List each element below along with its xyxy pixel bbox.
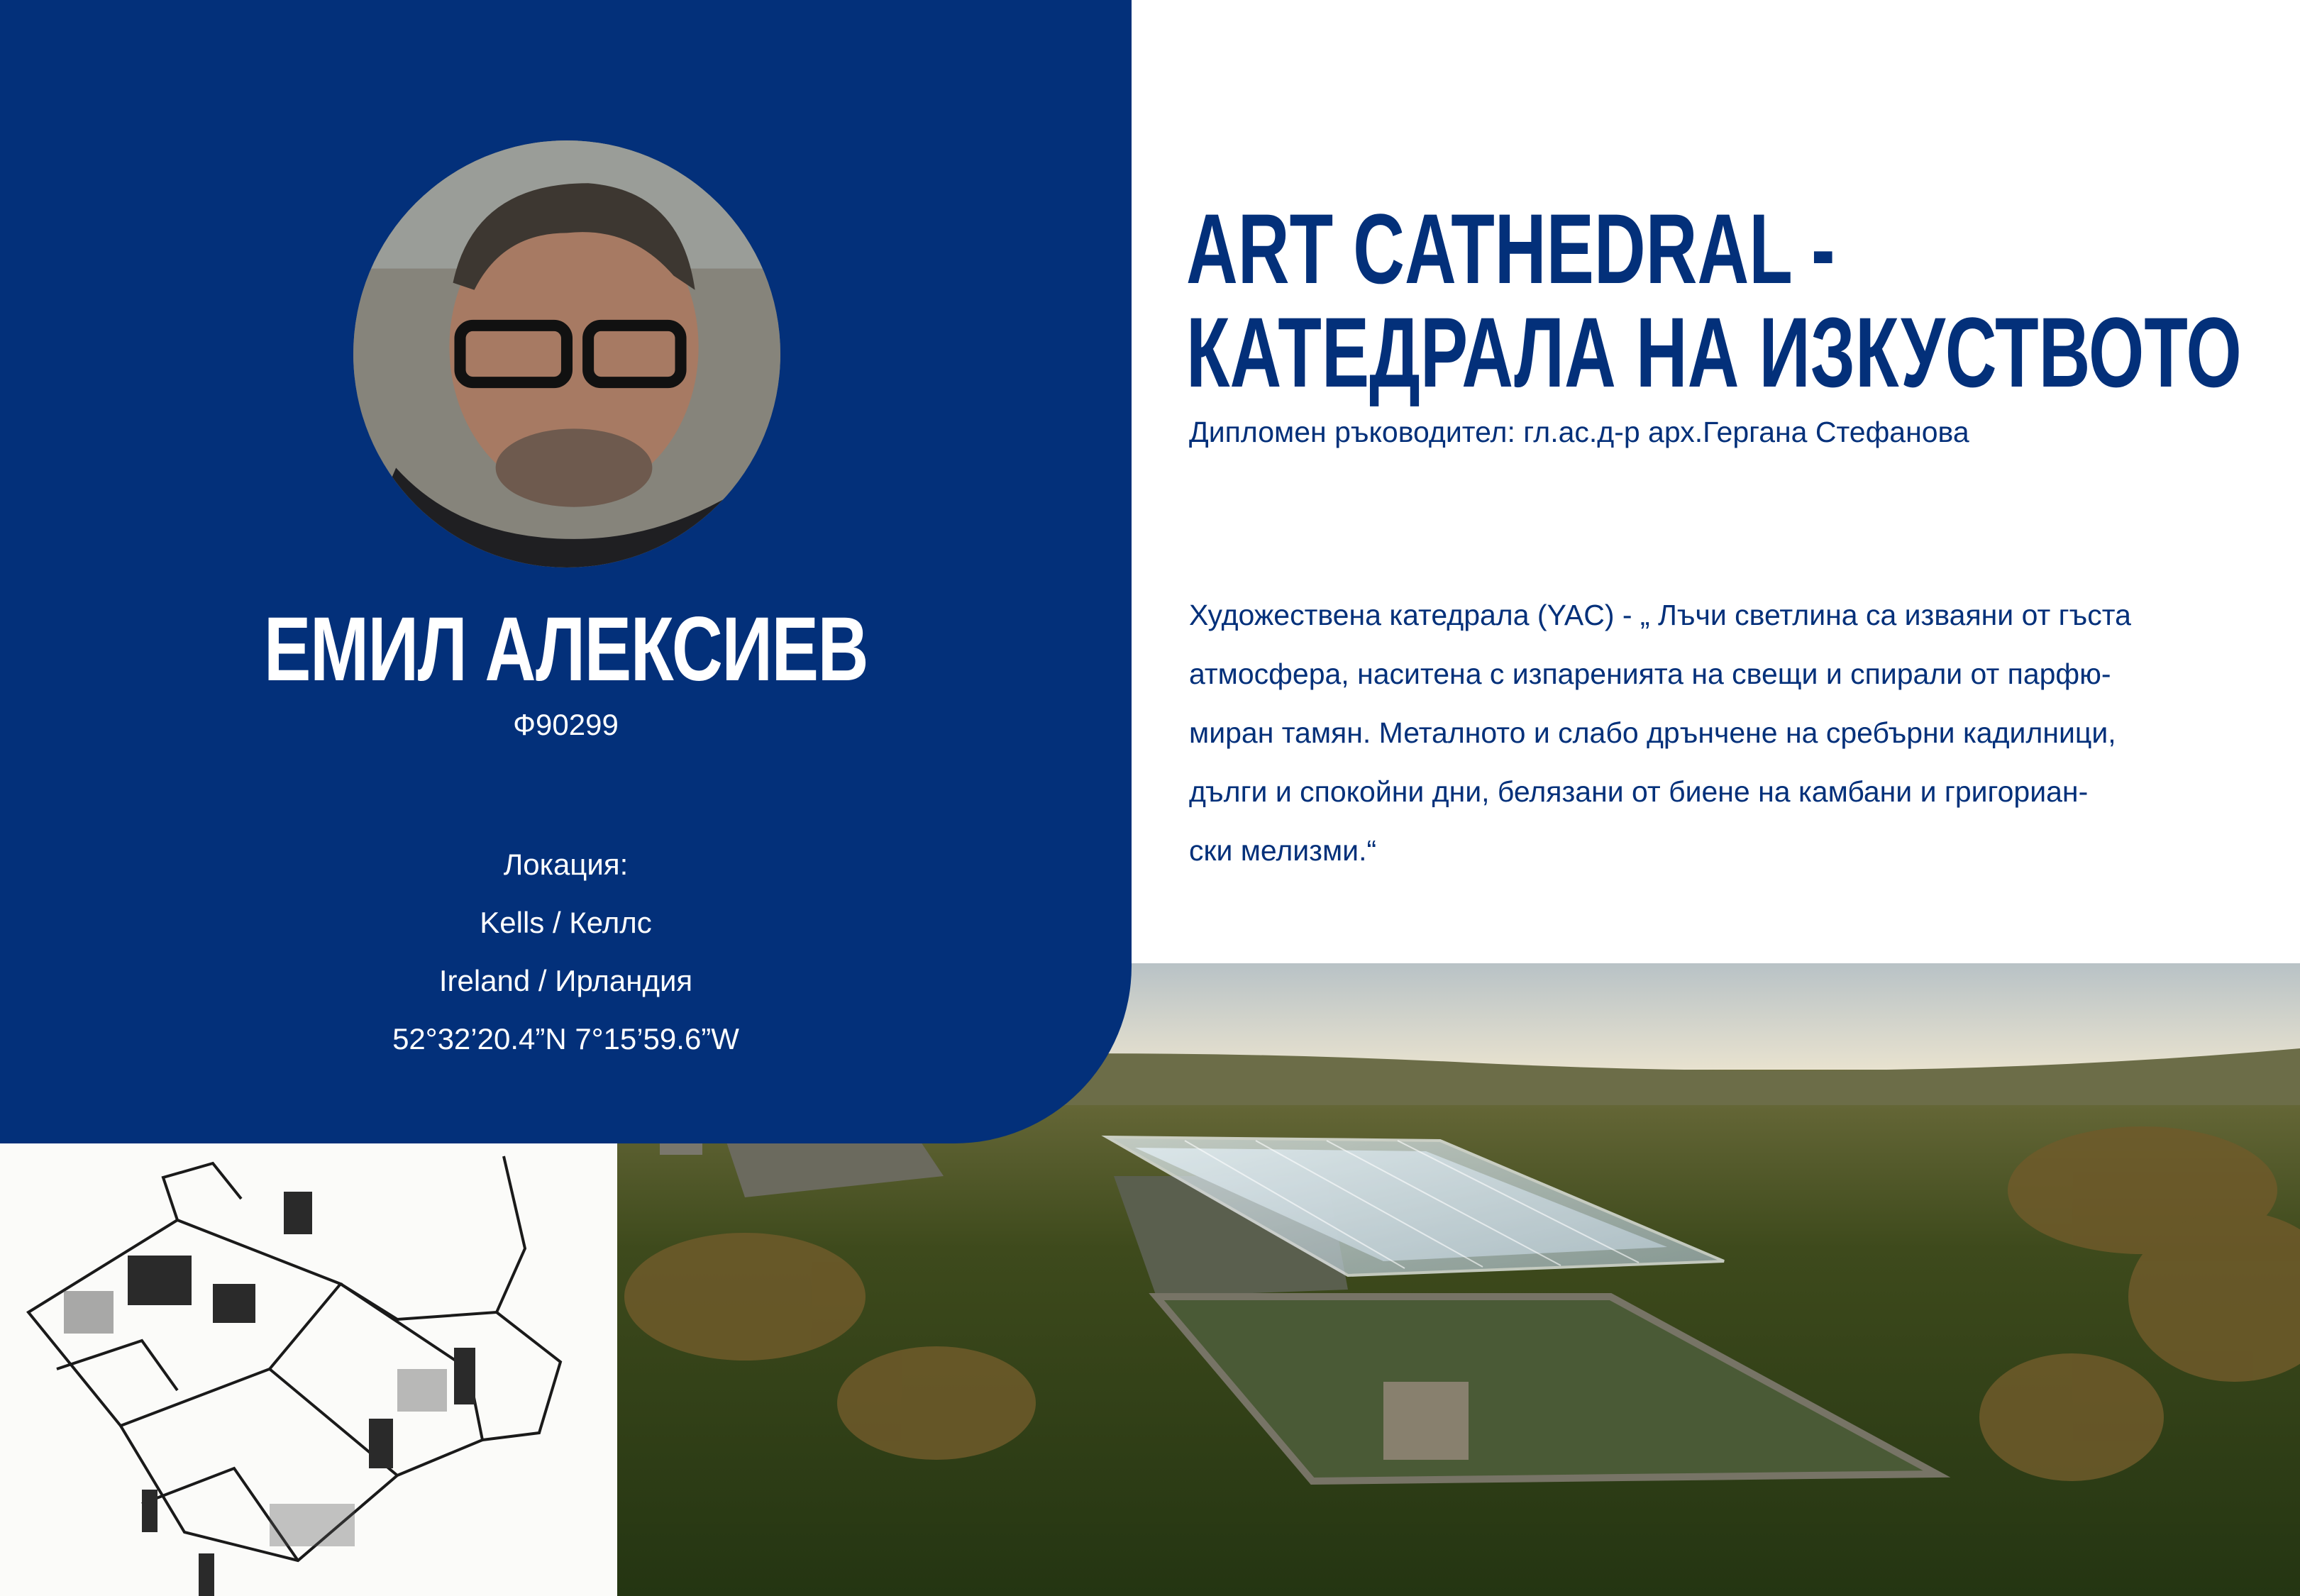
description-line: ски мелизми.“ [1189, 834, 1377, 867]
project-title [1186, 193, 2242, 408]
supervisor-line: Дипломен ръководител: гл.ас.д-р арх.Гергана Стефанова [1189, 416, 1969, 448]
engraving-drawing [0, 1135, 617, 1596]
location-block [0, 836, 1132, 1068]
description-line: атмосфера, наситена с изпаренията на свещи и спирали от парфю- [1189, 658, 2111, 690]
description-line: миран тамян. Металното и слабо дрънчене на сребърни кадилници, [1189, 716, 2116, 749]
location-coordinates: 52°32’20.4”N 7°15’59.6”W [392, 1022, 739, 1055]
project-title-line-1: ART CATHEDRAL - [1186, 193, 1835, 304]
description-line: дълги и спокойни дни, белязани от биене на камбани и григориан- [1189, 775, 2089, 808]
project-title-line-2: КАТЕДРАЛА НА ИЗКУСТВОТО [1186, 297, 2242, 408]
project-description [1189, 586, 2196, 880]
student-id: Ф90299 [513, 708, 619, 741]
location-label: Локация: [503, 848, 629, 881]
historic-monastery-engraving [0, 1135, 617, 1596]
author-photo-image [353, 140, 780, 567]
location-city: Kells / Келлс [480, 906, 652, 939]
profile-panel [0, 0, 1132, 1143]
author-name: ЕМИЛ АЛЕКСИЕВ [263, 599, 868, 700]
location-country: Ireland / Ирландия [438, 964, 693, 997]
author-photo [353, 140, 780, 567]
description-line: Художествена катедрала (YAC) - „ Лъчи светлина са изваяни от гъста [1189, 599, 2131, 631]
